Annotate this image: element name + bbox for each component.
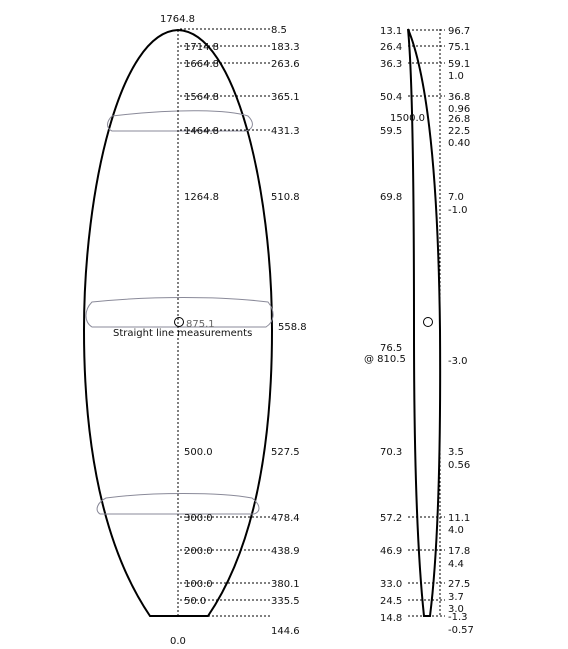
rocker-label: 4.0 bbox=[448, 525, 464, 536]
tail-width-label: 144.6 bbox=[271, 626, 300, 637]
station-width-label: 527.5 bbox=[271, 447, 300, 458]
station-length-label: 100.0 bbox=[184, 579, 213, 590]
center-marker bbox=[175, 318, 184, 327]
tail-length-label: 0.0 bbox=[170, 636, 186, 647]
center-caption: Straight line measurements bbox=[113, 328, 253, 339]
profile-center-marker bbox=[424, 318, 433, 327]
rocker-label: 59.1 bbox=[448, 59, 471, 70]
rocker-label: -0.57 bbox=[448, 625, 474, 636]
rocker-label: 22.5 bbox=[448, 126, 471, 137]
profile-station-note: 1500.0 bbox=[390, 113, 425, 124]
rocker-label: 3.5 bbox=[448, 447, 464, 458]
thickness-label: 26.4 bbox=[380, 42, 403, 53]
thickness-label: 69.8 bbox=[380, 192, 403, 203]
thickness-label: 57.2 bbox=[380, 513, 403, 524]
rocker-label: 17.8 bbox=[448, 546, 471, 557]
station-length-label: 1564.8 bbox=[184, 92, 219, 103]
station-length-label: 200.0 bbox=[184, 546, 213, 557]
thickness-label: 33.0 bbox=[380, 579, 403, 590]
station-length-label: 1464.8 bbox=[184, 126, 219, 137]
station-width-label: 380.1 bbox=[271, 579, 300, 590]
tip-length-label: 1764.8 bbox=[160, 14, 195, 25]
profile-station-note: @ 810.5 bbox=[364, 354, 406, 365]
station-width-label: 335.5 bbox=[271, 596, 300, 607]
rocker-label: 1.0 bbox=[448, 71, 464, 82]
nose-width-label: 8.5 bbox=[271, 25, 287, 36]
station-length-label: 1264.8 bbox=[184, 192, 219, 203]
thickness-label: 59.5 bbox=[380, 126, 403, 137]
rocker-label: 26.8 bbox=[448, 114, 471, 125]
station-width-label: 478.4 bbox=[271, 513, 300, 524]
rocker-label: -1.0 bbox=[448, 205, 468, 216]
rocker-label: 11.1 bbox=[448, 513, 471, 524]
thickness-label: 36.3 bbox=[380, 59, 403, 70]
station-length-label: 1714.8 bbox=[184, 42, 219, 53]
station-width-label: 438.9 bbox=[271, 546, 300, 557]
thickness-label: 13.1 bbox=[380, 26, 403, 37]
station-width-label: 263.6 bbox=[271, 59, 300, 70]
rocker-label: 0.56 bbox=[448, 460, 471, 471]
nose-rail-section bbox=[108, 111, 253, 131]
station-length-label: 500.0 bbox=[184, 447, 213, 458]
rocker-label: 36.8 bbox=[448, 92, 471, 103]
rocker-label: -3.0 bbox=[448, 356, 468, 367]
rocker-label: 0.96 bbox=[448, 104, 471, 115]
thickness-label: 14.8 bbox=[380, 613, 403, 624]
station-length-label: 50.0 bbox=[184, 596, 207, 607]
thickness-label: 70.3 bbox=[380, 447, 403, 458]
rocker-label: 96.7 bbox=[448, 26, 471, 37]
thickness-label: 50.4 bbox=[380, 92, 403, 103]
rocker-label: 3.7 bbox=[448, 592, 464, 603]
center-rail-section bbox=[86, 298, 273, 328]
station-length-label: 1664.8 bbox=[184, 59, 219, 70]
rocker-label: -1.3 bbox=[448, 612, 468, 623]
rocker-label: 0.40 bbox=[448, 138, 471, 149]
profile-view bbox=[364, 26, 474, 636]
station-width-label: 365.1 bbox=[271, 92, 300, 103]
station-length-label: 300.0 bbox=[184, 513, 213, 524]
station-width-label: 183.3 bbox=[271, 42, 300, 53]
station-width-label: 558.8 bbox=[278, 322, 307, 333]
rocker-label: 4.4 bbox=[448, 559, 464, 570]
station-width-label: 431.3 bbox=[271, 126, 300, 137]
rocker-label: 7.0 bbox=[448, 192, 464, 203]
center-length-label: 875.1 bbox=[186, 319, 215, 330]
thickness-label: 46.9 bbox=[380, 546, 403, 557]
thickness-label: 24.5 bbox=[380, 596, 403, 607]
rocker-label: 27.5 bbox=[448, 579, 471, 590]
rocker-label: 3.0 bbox=[448, 604, 464, 615]
station-width-label: 510.8 bbox=[271, 192, 300, 203]
thickness-label: 76.5 bbox=[380, 343, 403, 354]
rocker-label: 75.1 bbox=[448, 42, 471, 53]
plan-view bbox=[84, 14, 307, 647]
